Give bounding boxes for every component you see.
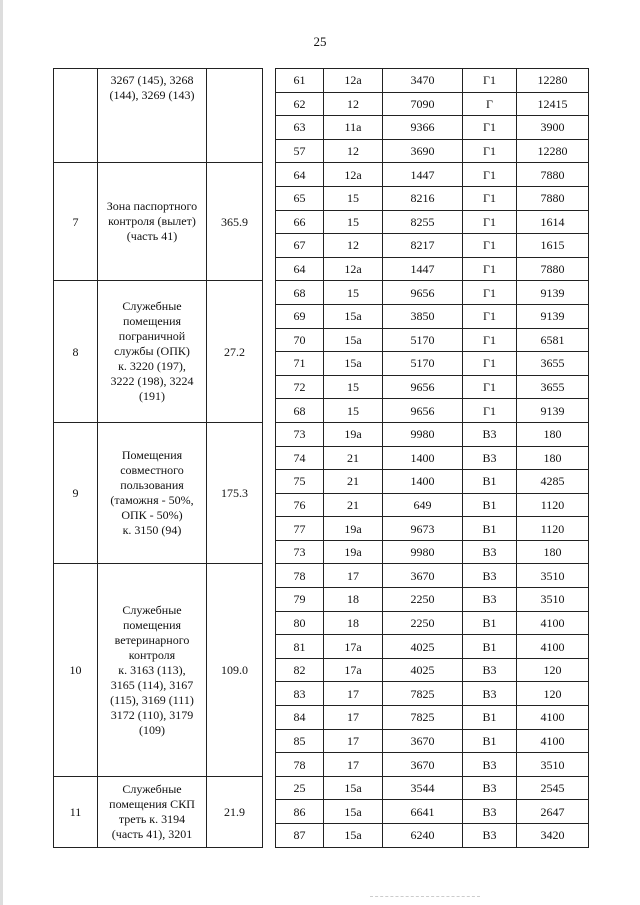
table-cell: 12415 [517,92,589,116]
table-cell: Г1 [463,328,517,352]
table-cell: Г1 [463,352,517,376]
table-cell: 17 [324,729,383,753]
table-cell: Г1 [463,186,517,210]
table-cell: Г1 [463,139,517,163]
table-cell: 4100 [517,729,589,753]
table-cell: 77 [276,517,324,541]
description-line: пограничной [118,329,186,344]
table-cell: 3510 [517,753,589,777]
table-cell: Г1 [463,375,517,399]
table-cell: В1 [463,470,517,494]
table-cell: 9980 [383,422,463,446]
table-cell: Г1 [463,69,517,93]
table-cell: 21 [324,470,383,494]
table-cell: 6240 [383,824,463,848]
group-description [98,281,207,423]
table-cell: В3 [463,422,517,446]
table-cell: 63 [276,116,324,140]
table-cell: 83 [276,682,324,706]
table-cell: 2545 [517,776,589,800]
table-row [54,281,589,305]
group-number [54,69,98,163]
table-cell: 21 [324,446,383,470]
table-cell: 64 [276,163,324,187]
table-cell: 3420 [517,824,589,848]
table-cell: 19а [324,422,383,446]
table-cell: 180 [517,422,589,446]
table-cell: 73 [276,422,324,446]
group-description [98,564,207,776]
table-cell: 17а [324,658,383,682]
table-cell: Г1 [463,234,517,258]
table-cell: 68 [276,399,324,423]
table-cell: Г1 [463,163,517,187]
table-cell: 12 [324,92,383,116]
table-cell: 68 [276,281,324,305]
table-cell: 3850 [383,304,463,328]
table-cell: 17 [324,753,383,777]
table-cell: 9139 [517,281,589,305]
table-cell: 7880 [517,186,589,210]
table-cell: 3670 [383,729,463,753]
table-cell: 4025 [383,635,463,659]
group-number: 7 [54,163,98,281]
table-cell: 15а [324,824,383,848]
table-cell: В3 [463,824,517,848]
scan-artifact-line [370,896,480,897]
group-description [98,163,207,281]
table-cell: 3690 [383,139,463,163]
table-cell: 15 [324,281,383,305]
description-line: Зона паспортного [106,199,198,214]
page-left-edge [0,0,3,905]
table-cell: В3 [463,564,517,588]
description-line: 3267 (145), 3268 [110,73,194,87]
table-cell: 18 [324,611,383,635]
table-cell: 5170 [383,328,463,352]
group-description [98,422,207,564]
description-line: (таможня - 50%, [110,493,194,508]
group-area: 27.2 [207,281,263,423]
table-cell: 15а [324,328,383,352]
table-cell: 8217 [383,234,463,258]
description-line: к. 3163 (113), [118,662,186,677]
table-cell: 6581 [517,328,589,352]
table-cell: 180 [517,540,589,564]
table-cell: 19а [324,540,383,564]
table-cell: 87 [276,824,324,848]
description-line: пользования [120,478,184,493]
table-cell: 1614 [517,210,589,234]
table-cell: 1400 [383,470,463,494]
table-cell: 15а [324,352,383,376]
description-line: Помещения [121,448,183,463]
description-line: Служебные [122,602,182,617]
column-gap [263,163,276,281]
table-cell: 61 [276,69,324,93]
table-cell: 80 [276,611,324,635]
table-cell: 1120 [517,517,589,541]
group-description [98,69,207,163]
table-cell: 15а [324,800,383,824]
table-cell: Г1 [463,210,517,234]
table-cell: 9366 [383,116,463,140]
table-row [54,163,589,187]
table-cell: 72 [276,375,324,399]
table-cell: В3 [463,682,517,706]
table-row [54,69,589,93]
description-line: (часть 41), 3201 [111,826,193,841]
table-cell: 1120 [517,493,589,517]
table-cell: 62 [276,92,324,116]
table-cell: 3900 [517,116,589,140]
table-cell: 15 [324,399,383,423]
table-cell: 4025 [383,658,463,682]
description-line: ОПК - 50%) [121,508,183,523]
table-cell: 1615 [517,234,589,258]
table-cell: 67 [276,234,324,258]
table-cell: 17а [324,635,383,659]
table-cell: В1 [463,706,517,730]
table-cell: 12а [324,163,383,187]
table-cell: Г [463,92,517,116]
table-cell: 17 [324,564,383,588]
description-line: к. 3220 (197), [118,359,186,374]
table-cell: 11а [324,116,383,140]
table-cell: 21 [324,493,383,517]
table-cell: 81 [276,635,324,659]
column-gap [263,69,276,163]
table-cell: 7880 [517,257,589,281]
description-line: помещения [122,617,182,632]
table-cell: 25 [276,776,324,800]
column-gap [263,564,276,776]
table-cell: Г1 [463,304,517,328]
table-cell: 7880 [517,163,589,187]
table-cell: 2647 [517,800,589,824]
table-cell: 649 [383,493,463,517]
table-cell: 4100 [517,635,589,659]
description-line: 3222 (198), 3224 [110,374,194,389]
table-cell: 4100 [517,706,589,730]
table-cell: В3 [463,446,517,470]
table-cell: 15а [324,304,383,328]
description-line: ветеринарного [114,632,190,647]
table-cell: 86 [276,800,324,824]
table-cell: 57 [276,139,324,163]
table-row [54,422,589,446]
table-cell: 9656 [383,375,463,399]
table-cell: 3655 [517,352,589,376]
table-cell: В3 [463,588,517,612]
table-cell: 3510 [517,564,589,588]
table-body [54,69,589,848]
table-cell: 5170 [383,352,463,376]
table-cell: 18 [324,588,383,612]
table-cell: В3 [463,753,517,777]
description-line: контроля (вылет) [108,214,196,229]
table-cell: 12280 [517,69,589,93]
description-line: 3165 (114), 3167 [110,677,194,692]
data-table [53,68,589,848]
description-line: треть к. 3194 [118,811,186,826]
table-cell: 8255 [383,210,463,234]
group-number: 8 [54,281,98,423]
table-cell: 7090 [383,92,463,116]
table-cell: 82 [276,658,324,682]
table-cell: 78 [276,753,324,777]
group-area [207,69,263,163]
description-line: совместного [120,463,184,478]
table-cell: В3 [463,776,517,800]
table-cell: 70 [276,328,324,352]
table-cell: 3670 [383,753,463,777]
table-cell: 15 [324,186,383,210]
table-cell: Г1 [463,399,517,423]
table-cell: В1 [463,517,517,541]
table-cell: 1447 [383,163,463,187]
table-cell: 85 [276,729,324,753]
table-cell: 65 [276,186,324,210]
table-cell: 12280 [517,139,589,163]
description-line: Служебные [122,299,182,314]
group-number: 11 [54,776,98,847]
table-cell: 9656 [383,281,463,305]
group-number: 10 [54,564,98,776]
table-cell: Г1 [463,281,517,305]
table-cell: 2250 [383,611,463,635]
description-line: (109) [139,722,165,737]
table-cell: 71 [276,352,324,376]
group-area: 175.3 [207,422,263,564]
table-cell: 2250 [383,588,463,612]
table-cell: 17 [324,706,383,730]
table-cell: 17 [324,682,383,706]
description-line: контроля [128,647,176,662]
group-area: 109.0 [207,564,263,776]
column-gap [263,422,276,564]
table-cell: 75 [276,470,324,494]
table-cell: 79 [276,588,324,612]
page-number: 25 [313,34,327,49]
group-number: 9 [54,422,98,564]
description-line: (часть 41) [126,229,178,244]
table-cell: 3544 [383,776,463,800]
table-cell: В1 [463,635,517,659]
table-cell: 19а [324,517,383,541]
table-cell: 12 [324,234,383,258]
table-cell: 66 [276,210,324,234]
table-cell: 120 [517,658,589,682]
table-cell: 9139 [517,304,589,328]
table-cell: 3670 [383,564,463,588]
table-cell: 4100 [517,611,589,635]
table-cell: 12а [324,69,383,93]
table-cell: Г1 [463,257,517,281]
description-line: к. 3150 (94) [122,523,182,538]
table-cell: 73 [276,540,324,564]
table-cell: 9656 [383,399,463,423]
table-cell: 3655 [517,375,589,399]
group-area: 21.9 [207,776,263,847]
table-cell: В1 [463,611,517,635]
table-cell: 15а [324,776,383,800]
table-cell: 69 [276,304,324,328]
table-cell: В3 [463,800,517,824]
description-line: (144), 3269 (143) [109,88,195,102]
table-cell: В3 [463,658,517,682]
table-cell: 15 [324,375,383,399]
table-cell: 76 [276,493,324,517]
table-cell: 1447 [383,257,463,281]
group-area: 365.9 [207,163,263,281]
table-cell: 9673 [383,517,463,541]
table-cell: 1400 [383,446,463,470]
description-line: 3172 (110), 3179 [110,707,194,722]
table-cell: 9139 [517,399,589,423]
table-cell: 3470 [383,69,463,93]
description-line: Служебные [122,781,182,796]
table-cell: 4285 [517,470,589,494]
table-cell: 8216 [383,186,463,210]
table-cell: 78 [276,564,324,588]
table-cell: 12а [324,257,383,281]
group-description [98,776,207,847]
table-cell: 74 [276,446,324,470]
table-cell: В1 [463,493,517,517]
description-line: помещения [122,314,182,329]
table-cell: 3510 [517,588,589,612]
table-cell: Г1 [463,116,517,140]
description-line: (191) [139,389,165,404]
table-cell: 9980 [383,540,463,564]
table-cell: 6641 [383,800,463,824]
table-cell: 7825 [383,706,463,730]
table-cell: 84 [276,706,324,730]
column-gap [263,281,276,423]
description-line: помещения СКП [109,796,195,811]
description-line: службы (ОПК) [114,344,190,359]
table-cell: 15 [324,210,383,234]
table-cell: В1 [463,729,517,753]
table-row [54,776,589,800]
table-cell: В3 [463,540,517,564]
table-cell: 7825 [383,682,463,706]
table-cell: 180 [517,446,589,470]
table-cell: 120 [517,682,589,706]
table-cell: 64 [276,257,324,281]
table-cell: 12 [324,139,383,163]
column-gap [263,776,276,847]
table-row [54,564,589,588]
description-line: (115), 3169 (111) [110,692,194,707]
